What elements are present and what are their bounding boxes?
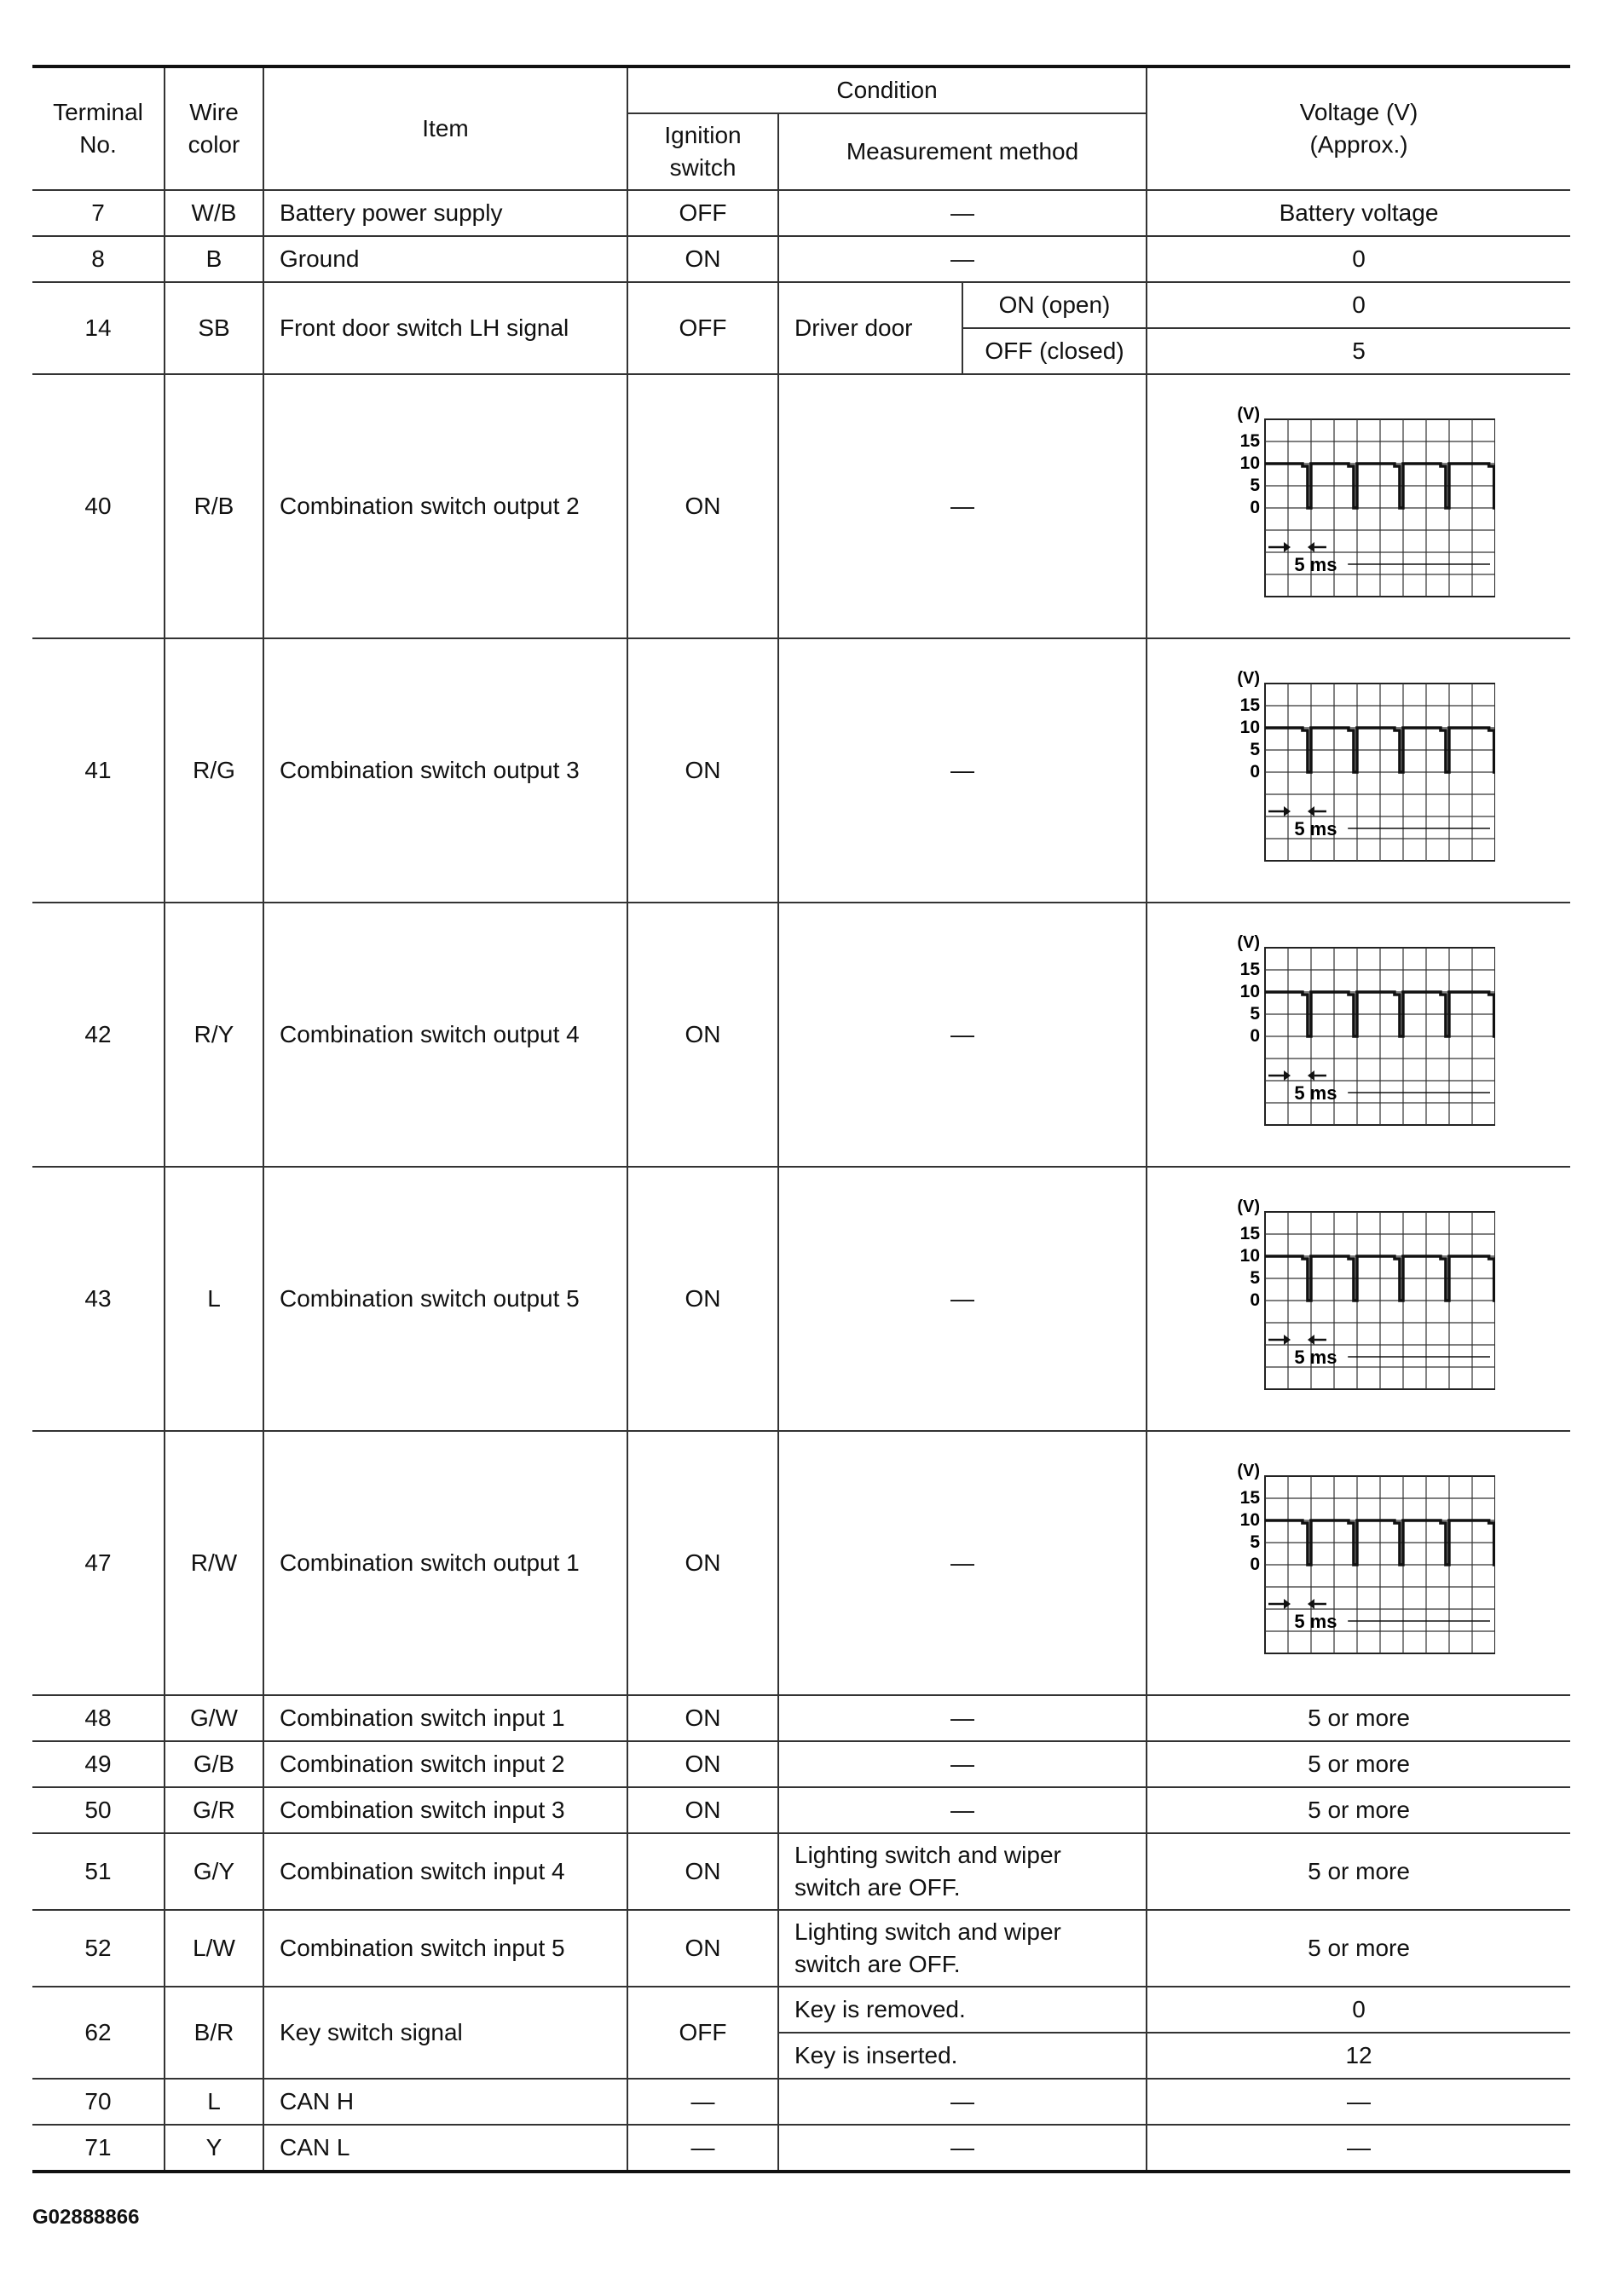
time-scale-label: 5 ms (1294, 1082, 1337, 1104)
method-cell: — (778, 903, 1147, 1167)
terminal-cell: 14 (32, 282, 165, 374)
table-row (32, 1910, 1570, 1987)
method-cell: Driver door (778, 282, 962, 374)
item-cell: Combination switch output 2 (263, 374, 627, 638)
method-cell: — (778, 1741, 1147, 1787)
terminal-cell: 47 (32, 1431, 165, 1695)
table-row (32, 236, 1570, 282)
wire-cell: B/R (165, 1987, 263, 2079)
table-row (32, 1167, 1570, 1431)
wire-cell: SB (165, 282, 263, 374)
ignition-cell: ON (627, 1167, 778, 1431)
header-measurement-method: Measurement method (778, 113, 1147, 190)
voltage-waveform-cell (1147, 903, 1570, 1167)
table-row (32, 1833, 1570, 1910)
unit-label: (V) (1237, 670, 1261, 688)
time-scale-label: 5 ms (1294, 1347, 1337, 1368)
voltage-cell: 5 or more (1147, 1741, 1570, 1787)
method-cell: — (778, 190, 1147, 236)
ignition-cell: ON (627, 1695, 778, 1741)
y-tick-label: 5 (1250, 1004, 1261, 1024)
item-cell: Combination switch output 3 (263, 638, 627, 903)
voltage-cell: 5 (1147, 328, 1570, 374)
ignition-cell: ON (627, 1787, 778, 1833)
wire-cell: W/B (165, 190, 263, 236)
unit-label: (V) (1237, 1462, 1261, 1480)
voltage-cell: 5 or more (1147, 1787, 1570, 1833)
table-row (32, 282, 1570, 328)
header-voltage: Voltage (V) (Approx.) (1147, 66, 1570, 190)
door-state-cell: OFF (closed) (962, 328, 1147, 374)
terminal-spec-table (32, 65, 1570, 2173)
method-cell: — (778, 2125, 1147, 2172)
y-tick-label: 15 (1239, 1488, 1261, 1508)
table-row (32, 2079, 1570, 2125)
oscilloscope-waveform (1222, 406, 1495, 607)
item-cell: Combination switch output 4 (263, 903, 627, 1167)
time-arrow-icon (1284, 1599, 1291, 1609)
item-cell: Combination switch input 5 (263, 1910, 627, 1987)
table-row (32, 1741, 1570, 1787)
voltage-cell: — (1147, 2079, 1570, 2125)
table-row (32, 638, 1570, 903)
time-arrow-icon (1284, 1335, 1291, 1345)
ignition-cell: ON (627, 1741, 778, 1787)
y-tick-label: 0 (1250, 1555, 1261, 1574)
item-cell: Combination switch input 2 (263, 1741, 627, 1787)
wire-cell: L/W (165, 1910, 263, 1987)
item-cell: Combination switch input 3 (263, 1787, 627, 1833)
ignition-cell: ON (627, 374, 778, 638)
voltage-cell: 0 (1147, 282, 1570, 328)
table-row (32, 2125, 1570, 2172)
oscilloscope-waveform (1222, 670, 1495, 871)
method-cell: Lighting switch and wiper switch are OFF. (778, 1910, 1147, 1987)
method-cell: — (778, 2079, 1147, 2125)
item-cell: Ground (263, 236, 627, 282)
y-tick-label: 5 (1250, 1268, 1261, 1288)
method-cell: — (778, 1695, 1147, 1741)
method-cell: — (778, 1787, 1147, 1833)
oscilloscope-waveform (1222, 1462, 1495, 1664)
y-tick-label: 15 (1239, 431, 1261, 451)
voltage-cell: 0 (1147, 1987, 1570, 2033)
terminal-cell: 51 (32, 1833, 165, 1910)
terminal-cell: 48 (32, 1695, 165, 1741)
wire-cell: Y (165, 2125, 263, 2172)
item-cell: Front door switch LH signal (263, 282, 627, 374)
wire-cell: L (165, 2079, 263, 2125)
terminal-cell: 43 (32, 1167, 165, 1431)
y-tick-label: 0 (1250, 762, 1261, 782)
table-row (32, 1695, 1570, 1741)
terminal-cell: 41 (32, 638, 165, 903)
table-row (32, 903, 1570, 1167)
item-cell: Combination switch input 1 (263, 1695, 627, 1741)
item-cell: Battery power supply (263, 190, 627, 236)
oscilloscope-waveform (1222, 934, 1495, 1135)
unit-label: (V) (1237, 934, 1261, 952)
ignition-cell: OFF (627, 190, 778, 236)
terminal-cell: 49 (32, 1741, 165, 1787)
y-tick-label: 15 (1239, 960, 1261, 979)
wire-cell: G/R (165, 1787, 263, 1833)
table-row (32, 1987, 1570, 2033)
terminal-cell: 52 (32, 1910, 165, 1987)
wire-cell: R/Y (165, 903, 263, 1167)
y-tick-label: 10 (1239, 1246, 1261, 1266)
voltage-cell: 5 or more (1147, 1910, 1570, 1987)
method-cell: — (778, 374, 1147, 638)
y-tick-label: 5 (1250, 740, 1261, 759)
wire-cell: R/G (165, 638, 263, 903)
item-cell: CAN H (263, 2079, 627, 2125)
unit-label: (V) (1237, 1198, 1261, 1216)
voltage-cell: — (1147, 2125, 1570, 2172)
wire-cell: G/Y (165, 1833, 263, 1910)
item-cell: Key switch signal (263, 1987, 627, 2079)
wire-cell: R/B (165, 374, 263, 638)
voltage-cell: 0 (1147, 236, 1570, 282)
voltage-waveform-cell (1147, 1431, 1570, 1695)
terminal-cell: 70 (32, 2079, 165, 2125)
voltage-waveform-cell (1147, 638, 1570, 903)
figure-code: G02888866 (32, 2206, 140, 2229)
terminal-cell: 42 (32, 903, 165, 1167)
terminal-cell: 7 (32, 190, 165, 236)
ignition-cell: OFF (627, 282, 778, 374)
unit-label: (V) (1237, 406, 1261, 424)
header-item: Item (263, 66, 627, 190)
terminal-cell: 62 (32, 1987, 165, 2079)
terminal-cell: 50 (32, 1787, 165, 1833)
ignition-cell: ON (627, 903, 778, 1167)
method-cell: — (778, 638, 1147, 903)
terminal-cell: 40 (32, 374, 165, 638)
table-row (32, 190, 1570, 236)
ignition-cell: OFF (627, 1987, 778, 2079)
header-terminal-no: Terminal No. (32, 66, 165, 190)
time-arrow-icon (1284, 806, 1291, 816)
time-arrow-icon (1284, 1070, 1291, 1081)
voltage-waveform-cell (1147, 1167, 1570, 1431)
voltage-cell: Battery voltage (1147, 190, 1570, 236)
item-cell: Combination switch output 1 (263, 1431, 627, 1695)
wire-cell: R/W (165, 1431, 263, 1695)
method-cell: — (778, 1431, 1147, 1695)
voltage-waveform-cell (1147, 374, 1570, 638)
wire-cell: B (165, 236, 263, 282)
wire-cell: G/B (165, 1741, 263, 1787)
voltage-cell: 5 or more (1147, 1695, 1570, 1741)
table-row (32, 374, 1570, 638)
item-cell: Combination switch input 4 (263, 1833, 627, 1910)
method-cell: Lighting switch and wiper switch are OFF. (778, 1833, 1147, 1910)
terminal-cell: 8 (32, 236, 165, 282)
y-tick-label: 15 (1239, 1224, 1261, 1243)
terminal-cell: 71 (32, 2125, 165, 2172)
item-cell: CAN L (263, 2125, 627, 2172)
header-condition: Condition (627, 66, 1147, 113)
method-cell: Key is removed. (778, 1987, 1147, 2033)
door-state-cell: ON (open) (962, 282, 1147, 328)
ignition-cell: ON (627, 1431, 778, 1695)
method-cell: — (778, 1167, 1147, 1431)
time-arrow-icon (1284, 542, 1291, 552)
y-tick-label: 5 (1250, 1532, 1261, 1552)
wire-cell: L (165, 1167, 263, 1431)
wire-cell: G/W (165, 1695, 263, 1741)
ignition-cell: ON (627, 638, 778, 903)
time-scale-label: 5 ms (1294, 1611, 1337, 1632)
y-tick-label: 15 (1239, 695, 1261, 715)
y-tick-label: 10 (1239, 982, 1261, 1001)
time-scale-label: 5 ms (1294, 554, 1337, 575)
table-row (32, 1431, 1570, 1695)
method-cell: Key is inserted. (778, 2033, 1147, 2079)
voltage-cell: 5 or more (1147, 1833, 1570, 1910)
ignition-cell: — (627, 2125, 778, 2172)
y-tick-label: 0 (1250, 1290, 1261, 1310)
method-cell: — (778, 236, 1147, 282)
y-tick-label: 10 (1239, 1510, 1261, 1530)
ignition-cell: ON (627, 1833, 778, 1910)
ignition-cell: — (627, 2079, 778, 2125)
voltage-cell: 12 (1147, 2033, 1570, 2079)
y-tick-label: 0 (1250, 1026, 1261, 1046)
ignition-cell: ON (627, 1910, 778, 1987)
ignition-cell: ON (627, 236, 778, 282)
y-tick-label: 5 (1250, 476, 1261, 495)
y-tick-label: 0 (1250, 498, 1261, 517)
time-scale-label: 5 ms (1294, 818, 1337, 839)
oscilloscope-waveform (1222, 1198, 1495, 1399)
header-ignition-switch: Ignition switch (627, 113, 778, 190)
table-row (32, 1787, 1570, 1833)
item-cell: Combination switch output 5 (263, 1167, 627, 1431)
y-tick-label: 10 (1239, 718, 1261, 737)
y-tick-label: 10 (1239, 453, 1261, 473)
header-wire-color: Wire color (165, 66, 263, 190)
